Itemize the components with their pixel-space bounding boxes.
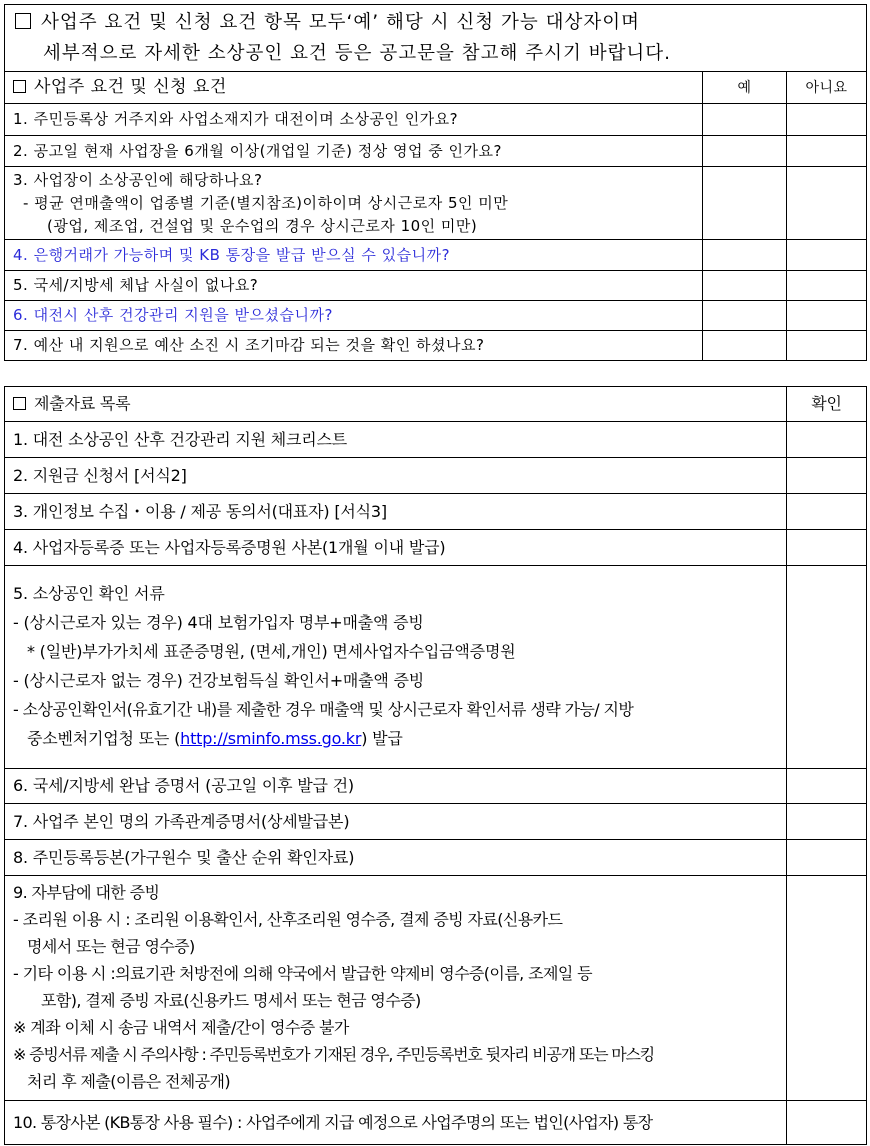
document-row bbox=[5, 876, 867, 1101]
question-row bbox=[5, 331, 867, 361]
confirm-cell[interactable] bbox=[787, 769, 867, 804]
question-6: 6. 대전시 산후 건강관리 지원을 받으셨습니까? bbox=[5, 301, 703, 331]
document-9-line-8: 처리 후 제출(이름은 전체공개) bbox=[27, 1072, 231, 1091]
document-5-line-5: - 소상공인확인서(유효기간 내)를 제출한 경우 매출액 및 상시근로자 확인서류 생략 가능/ 지방 bbox=[13, 700, 634, 719]
document-row bbox=[5, 566, 867, 769]
no-cell[interactable] bbox=[787, 136, 867, 167]
document-6: 6. 국세/지방세 완납 증명서 (공고일 이후 발급 건) bbox=[5, 769, 787, 804]
document-5 bbox=[5, 566, 787, 769]
confirm-cell[interactable] bbox=[787, 458, 867, 494]
document-row bbox=[5, 840, 867, 876]
document-7: 7. 사업주 본인 명의 가족관계증명서(상세발급본) bbox=[5, 804, 787, 840]
checkbox-icon[interactable] bbox=[13, 80, 26, 93]
confirm-cell[interactable] bbox=[787, 876, 867, 1101]
sminfo-link[interactable]: http://sminfo.mss.go.kr bbox=[180, 729, 362, 748]
question-3-line-1: 3. 사업장이 소상공인에 해당하나요? bbox=[13, 170, 263, 189]
question-3-line-3: (광업, 제조업, 건설업 및 운수업의 경우 상시근로자 10인 미만) bbox=[47, 216, 478, 235]
no-cell[interactable] bbox=[787, 167, 867, 240]
no-cell[interactable] bbox=[787, 240, 867, 271]
document-9-line-2: - 조리원 이용 시 : 조리원 이용확인서, 산후조리원 영수증, 결제 증빙 자료(신용카드 bbox=[13, 910, 563, 929]
document-9-line-4: - 기타 이용 시 :의료기관 처방전에 의해 약국에서 발급한 약제비 영수증(이름, 조제일 등 bbox=[13, 964, 593, 983]
document-row bbox=[5, 530, 867, 566]
documents-table bbox=[4, 386, 867, 1145]
question-4: 4. 은행거래가 가능하며 및 KB 통장을 발급 받으실 수 있습니까? bbox=[5, 240, 703, 271]
no-cell[interactable] bbox=[787, 271, 867, 301]
no-cell[interactable] bbox=[787, 301, 867, 331]
question-row bbox=[5, 104, 867, 136]
document-9 bbox=[5, 876, 787, 1101]
yes-header: 예 bbox=[703, 72, 787, 104]
intro-cell bbox=[5, 5, 867, 72]
yes-cell[interactable] bbox=[703, 301, 787, 331]
question-row bbox=[5, 167, 867, 240]
document-5-line-4: - (상시근로자 없는 경우) 건강보험득실 확인서+매출액 증빙 bbox=[13, 671, 425, 690]
requirements-header: 사업주 요건 및 신청 요건 bbox=[5, 72, 703, 104]
requirements-header-row bbox=[5, 72, 867, 104]
document-9-line-6: ※ 계좌 이체 시 송금 내역서 제출/간이 영수증 불가 bbox=[13, 1018, 349, 1037]
intro-row bbox=[5, 5, 867, 72]
eligibility-table bbox=[4, 4, 867, 361]
yes-cell[interactable] bbox=[703, 240, 787, 271]
document-row bbox=[5, 422, 867, 458]
question-row bbox=[5, 271, 867, 301]
yes-cell[interactable] bbox=[703, 331, 787, 361]
question-row bbox=[5, 136, 867, 167]
document-3: 3. 개인정보 수집・이용 / 제공 동의서(대표자) [서식3] bbox=[5, 494, 787, 530]
confirm-cell[interactable] bbox=[787, 804, 867, 840]
document-5-line-2: - (상시근로자 있는 경우) 4대 보험가입자 명부+매출액 증빙 bbox=[13, 613, 424, 632]
document-5-line-1: 5. 소상공인 확인 서류 bbox=[13, 584, 165, 603]
confirm-header: 확인 bbox=[787, 387, 867, 422]
question-7: 7. 예산 내 지원으로 예산 소진 시 조기마감 되는 것을 확인 하셨나요? bbox=[5, 331, 703, 361]
document-8: 8. 주민등록등본(가구원수 및 출산 순위 확인자료) bbox=[5, 840, 787, 876]
confirm-cell[interactable] bbox=[787, 1101, 867, 1145]
question-row bbox=[5, 301, 867, 331]
question-3-line-2: - 평균 연매출액이 업종별 기준(별지참조)이하이며 상시근로자 5인 미만 bbox=[23, 193, 509, 212]
checkbox-icon[interactable] bbox=[13, 397, 26, 410]
document-9-line-5: 포함), 결제 증빙 자료(신용카드 명세서 또는 현금 영수증) bbox=[41, 991, 421, 1010]
checkbox-icon[interactable] bbox=[15, 13, 31, 29]
yes-cell[interactable] bbox=[703, 136, 787, 167]
document-1: 1. 대전 소상공인 산후 건강관리 지원 체크리스트 bbox=[5, 422, 787, 458]
intro-line-1: 사업주 요건 및 신청 요건 항목 모두‘예’ 해당 시 신청 가능 대상자이며 bbox=[41, 12, 640, 33]
no-header: 아니요 bbox=[787, 72, 867, 104]
confirm-cell[interactable] bbox=[787, 566, 867, 769]
question-row bbox=[5, 240, 867, 271]
document-5-line-3: * (일반)부가가치세 표준증명원, (면세,개인) 면세사업자수입금액증명원 bbox=[27, 642, 516, 661]
question-1: 1. 주민등록상 거주지와 사업소재지가 대전이며 소상공인 인가요? bbox=[5, 104, 703, 136]
document-5-line-6: 중소벤처기업청 또는 (http://sminfo.mss.go.kr) 발급 bbox=[27, 729, 403, 748]
document-row bbox=[5, 458, 867, 494]
document-row bbox=[5, 769, 867, 804]
confirm-cell[interactable] bbox=[787, 530, 867, 566]
document-4: 4. 사업자등록증 또는 사업자등록증명원 사본(1개월 이내 발급) bbox=[5, 530, 787, 566]
document-row bbox=[5, 494, 867, 530]
yes-cell[interactable] bbox=[703, 271, 787, 301]
confirm-cell[interactable] bbox=[787, 840, 867, 876]
no-cell[interactable] bbox=[787, 331, 867, 361]
no-cell[interactable] bbox=[787, 104, 867, 136]
yes-cell[interactable] bbox=[703, 167, 787, 240]
document-9-line-7: ※ 증빙서류 제출 시 주의사항 : 주민등록번호가 기재된 경우, 주민등록번호 뒷자리 비공개 또는 마스킹 bbox=[13, 1045, 655, 1064]
documents-header-row bbox=[5, 387, 867, 422]
document-2: 2. 지원금 신청서 [서식2] bbox=[5, 458, 787, 494]
confirm-cell[interactable] bbox=[787, 494, 867, 530]
confirm-cell[interactable] bbox=[787, 422, 867, 458]
question-3 bbox=[5, 167, 703, 240]
yes-cell[interactable] bbox=[703, 104, 787, 136]
intro-line-2: 세부적으로 자세한 소상공인 요건 등은 공고문을 참고해 주시기 바랍니다. bbox=[43, 43, 672, 64]
question-2: 2. 공고일 현재 사업장을 6개월 이상(개업일 기준) 정상 영업 중 인가요? bbox=[5, 136, 703, 167]
question-5: 5. 국세/지방세 체납 사실이 없나요? bbox=[5, 271, 703, 301]
document-9-line-1: 9. 자부담에 대한 증빙 bbox=[13, 883, 160, 902]
document-row bbox=[5, 804, 867, 840]
document-10: 10. 통장사본 (KB통장 사용 필수) : 사업주에게 지급 예정으로 사업주명의 또는 법인(사업자) 통장 bbox=[5, 1101, 787, 1145]
document-row bbox=[5, 1101, 867, 1145]
documents-header: 제출자료 목록 bbox=[5, 387, 787, 422]
document-9-line-3: 명세서 또는 현금 영수증) bbox=[27, 937, 195, 956]
